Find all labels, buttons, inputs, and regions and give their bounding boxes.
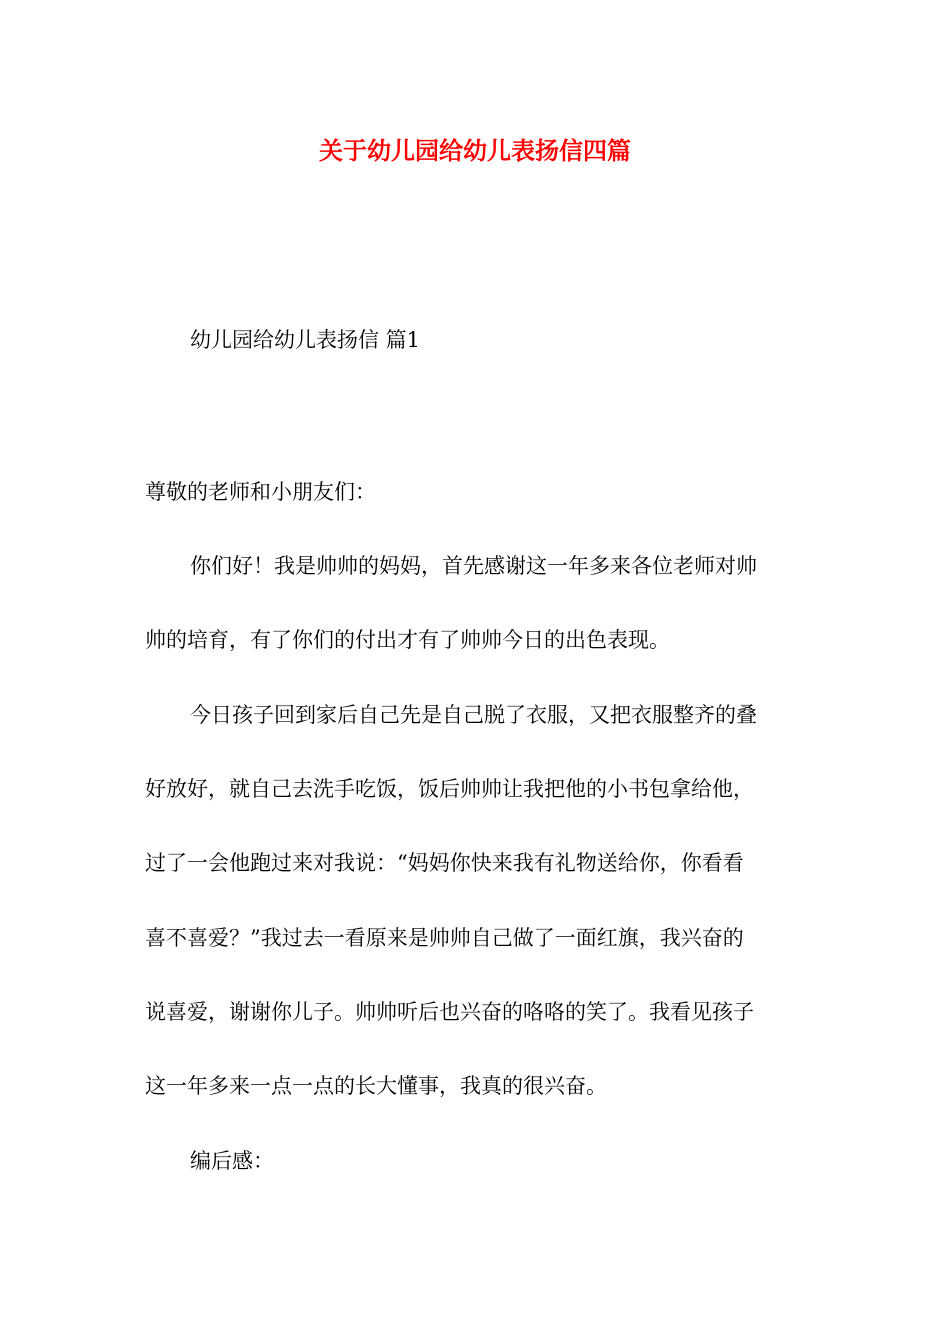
- paragraph-line: 这一年多来一点一点的长大懂事，我真的很兴奋。: [145, 1074, 607, 1098]
- paragraph-line: 今日孩子回到家后自己先是自己脱了衣服，又把衣服整齐的叠: [190, 703, 757, 727]
- paragraph-line: 说喜爱，谢谢你儿子。帅帅听后也兴奋的咯咯的笑了。我看见孩子: [145, 1000, 754, 1024]
- postscript-heading: 编后感：: [190, 1149, 274, 1173]
- paragraph-line: 帅的培育，有了你们的付出才有了帅帅今日的出色表现。: [145, 628, 670, 652]
- document-title: 关于幼儿园给幼儿表扬信四篇: [319, 136, 631, 165]
- paragraph-line: 过了一会他跑过来对我说：“妈妈你快来我有礼物送给你，你看看: [145, 851, 744, 875]
- section-heading: 幼儿园给幼儿表扬信 篇1: [190, 328, 421, 352]
- paragraph-line: 你们好！我是帅帅的妈妈，首先感谢这一年多来各位老师对帅: [190, 554, 757, 578]
- letter-salutation: 尊敬的老师和小朋友们：: [145, 480, 376, 504]
- paragraph-line: 好放好，就自己去洗手吃饭，饭后帅帅让我把他的小书包拿给他，: [145, 777, 754, 801]
- paragraph-line: 喜不喜爱？”我过去一看原来是帅帅自己做了一面红旗，我兴奋的: [145, 926, 744, 950]
